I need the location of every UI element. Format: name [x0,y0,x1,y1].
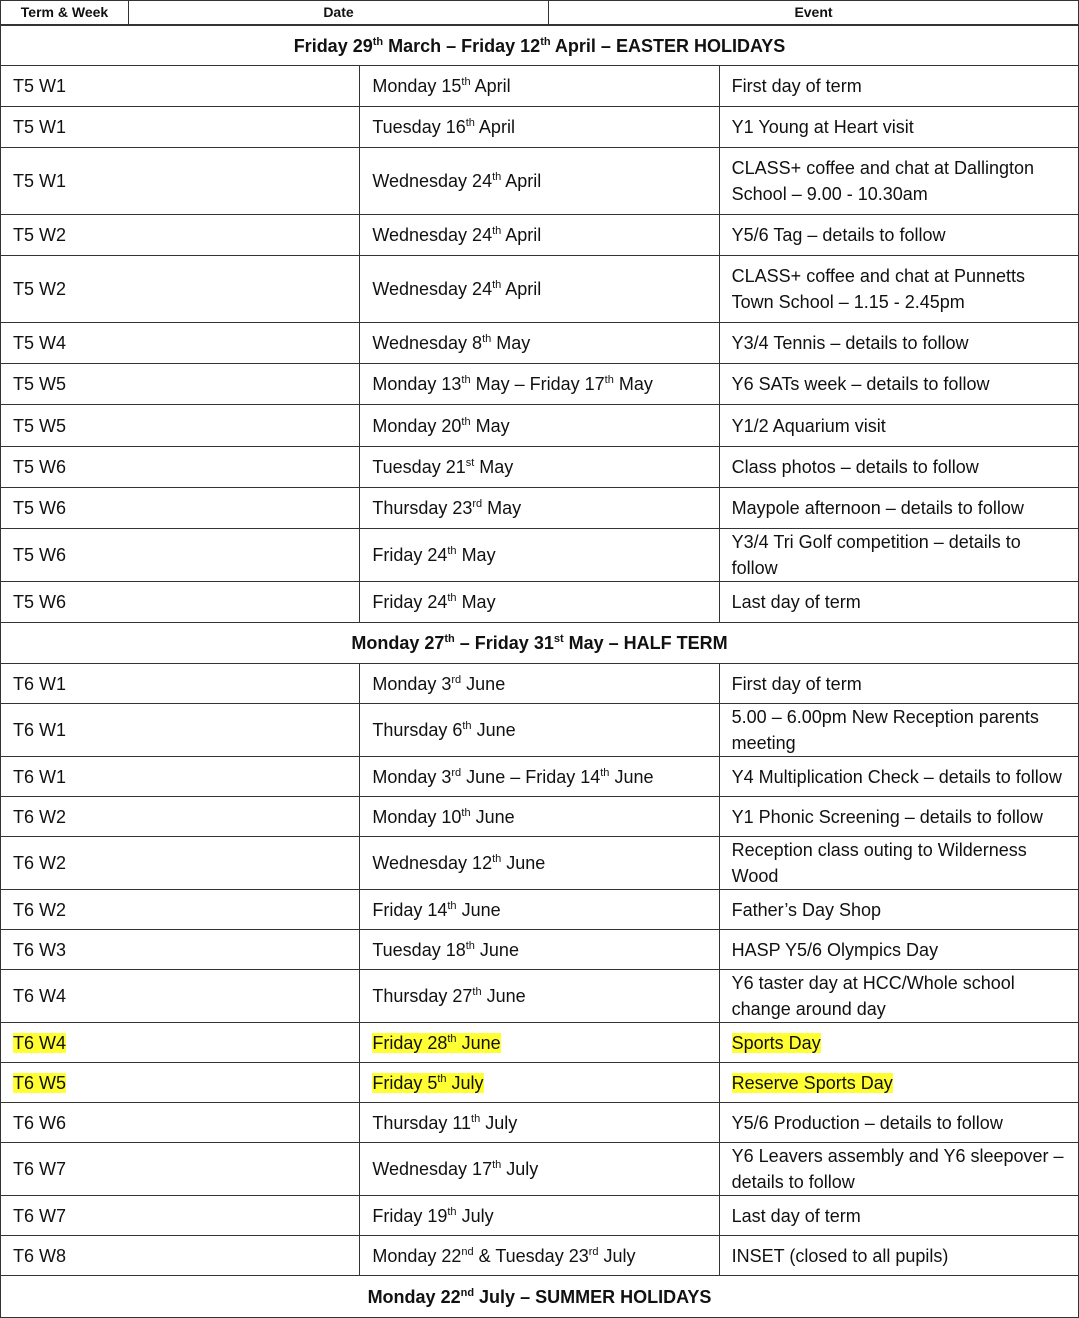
holiday-break-row [1,26,1079,66]
event-cell [719,837,1078,890]
holiday-break-label: Monday 27th – Friday 31st May – HALF TERM [1,623,1079,664]
date-cell [360,1236,719,1276]
event-cell [719,447,1078,488]
date-cell [360,664,719,704]
event-cell-text: Y6 Leavers assembly and Y6 sleepover – details to follow [731,1146,1064,1192]
term-week-cell-text: T5 W1 [13,171,67,191]
table-row [1,66,1079,107]
term-week-cell [1,664,360,704]
term-week-cell [1,215,360,256]
table-row [1,447,1079,488]
event-cell-text: 5.00 – 6.00pm New Reception parents meeting [731,707,1039,753]
date-cell-text: Friday 28th June [372,1032,501,1053]
event-cell-text: Y6 SATs week – details to follow [731,374,990,394]
column-header-table [0,0,1079,25]
date-cell-text: Monday 13th May – Friday 17th May [372,374,653,394]
date-cell-text: Wednesday 24th April [372,171,542,191]
event-cell [719,582,1078,623]
term-week-cell [1,1143,360,1196]
event-cell [719,1143,1078,1196]
event-cell-text: Y1 Phonic Screening – details to follow [731,806,1043,827]
event-cell-text: Y5/6 Tag – details to follow [731,225,946,245]
date-cell [360,529,719,582]
event-cell [719,1236,1078,1276]
event-cell-text: HASP Y5/6 Olympics Day [731,939,939,960]
event-cell [719,364,1078,405]
term-week-cell [1,704,360,757]
term-week-cell-text: T6 W3 [13,939,67,960]
term-week-cell [1,447,360,488]
date-cell-text: Monday 22nd & Tuesday 23rd July [372,1245,636,1266]
table-row [1,215,1079,256]
event-cell-text: Last day of term [731,1205,861,1226]
date-cell-text: Wednesday 8th May [372,333,531,353]
term-week-cell [1,582,360,623]
event-cell-text: CLASS+ coffee and chat at Punnetts Town School – 1.15 - 2.45pm [731,266,1026,312]
date-cell-text: Monday 15th April [372,76,511,96]
event-cell [719,529,1078,582]
table-row [1,1236,1079,1276]
term-week-cell-text: T6 W1 [13,720,67,740]
date-cell [360,488,719,529]
date-cell-text: Friday 24th May [372,545,496,565]
event-cell [719,930,1078,970]
date-cell [360,1196,719,1236]
event-cell [719,405,1078,447]
term-week-cell [1,1103,360,1143]
term-week-cell [1,488,360,529]
event-cell [719,970,1078,1023]
date-cell-text: Monday 10th June [372,806,515,827]
date-cell [360,970,719,1023]
event-cell-text: Y1/2 Aquarium visit [731,415,886,436]
term-week-cell-text: T5 W1 [13,76,67,96]
event-cell-text: Reserve Sports Day [731,1072,893,1093]
date-cell [360,256,719,323]
date-cell-text: Friday 19th July [372,1205,494,1226]
date-cell [360,582,719,623]
term-week-cell-text: T5 W6 [13,545,67,565]
date-cell [360,215,719,256]
table-row [1,797,1079,837]
event-cell [719,1063,1078,1103]
date-cell [360,930,719,970]
table-row [1,529,1079,582]
date-cell [360,797,719,837]
date-cell-text: Friday 5th July [372,1072,484,1093]
date-cell-text: Friday 14th June [372,899,501,920]
date-cell-text: Friday 24th May [372,592,496,612]
date-cell [360,107,719,148]
event-cell-text: Y3/4 Tri Golf competition – details to follow [731,532,1021,578]
date-cell-text: Thursday 27th June [372,986,526,1006]
date-cell [360,890,719,930]
table-row [1,930,1079,970]
term-week-cell [1,1023,360,1063]
event-cell [719,1196,1078,1236]
term-week-cell-text: T6 W7 [13,1205,67,1226]
term-week-cell [1,970,360,1023]
term-week-cell [1,66,360,107]
event-cell-text: Sports Day [731,1032,821,1053]
term-week-cell [1,107,360,148]
term-week-cell-text: T5 W6 [13,457,67,477]
event-cell [719,66,1078,107]
term-week-cell-text: T5 W5 [13,374,67,394]
term-week-cell [1,256,360,323]
table-row [1,364,1079,405]
event-cell [719,256,1078,323]
date-cell [360,1143,719,1196]
term-week-cell-text: T6 W2 [13,899,67,920]
event-cell [719,704,1078,757]
holiday-break-label: Monday 22nd July – SUMMER HOLIDAYS [1,1276,1079,1318]
date-cell [360,837,719,890]
date-cell-text: Wednesday 12th June [372,853,546,873]
term-week-cell-text: T6 W4 [13,986,67,1006]
term-week-cell [1,930,360,970]
term-week-cell-text: T5 W1 [13,117,67,137]
term-week-cell-text: T6 W2 [13,806,67,827]
term-week-cell [1,837,360,890]
date-cell [360,447,719,488]
event-cell [719,1103,1078,1143]
event-cell-text: Class photos – details to follow [731,457,979,477]
date-cell-text: Wednesday 24th April [372,225,542,245]
term-week-cell-text: T5 W4 [13,333,67,353]
table-row [1,970,1079,1023]
term-week-cell-text: T5 W5 [13,415,67,436]
holiday-break-row [1,1276,1079,1318]
term-week-cell [1,757,360,797]
event-cell-text: First day of term [731,76,862,96]
term-week-cell-text: T6 W7 [13,1159,67,1179]
date-cell [360,405,719,447]
table-row [1,1143,1079,1196]
term-week-cell [1,148,360,215]
event-cell [719,797,1078,837]
table-row [1,1103,1079,1143]
date-cell [360,66,719,107]
calendar-table [0,25,1079,1318]
term-week-cell-text: T6 W6 [13,1112,67,1133]
term-week-cell-text: T5 W6 [13,592,67,612]
table-row [1,757,1079,797]
date-cell-text: Wednesday 17th July [372,1159,539,1179]
table-row [1,148,1079,215]
table-row [1,488,1079,529]
event-cell [719,890,1078,930]
term-week-cell [1,364,360,405]
event-cell-text: Y1 Young at Heart visit [731,117,914,137]
term-week-cell-text: T6 W1 [13,673,67,694]
date-cell [360,323,719,364]
term-week-cell [1,1236,360,1276]
event-cell-text: Y3/4 Tennis – details to follow [731,333,969,353]
header-term-week: Term & Week [1,1,129,25]
term-week-cell [1,529,360,582]
date-cell-text: Thursday 6th June [372,720,516,740]
term-week-cell [1,405,360,447]
event-cell [719,215,1078,256]
date-cell [360,704,719,757]
event-cell-text: Y4 Multiplication Check – details to follow [731,766,1062,787]
table-row [1,582,1079,623]
date-cell [360,148,719,215]
event-cell [719,148,1078,215]
event-cell [719,757,1078,797]
table-row [1,837,1079,890]
term-week-cell-text: T5 W2 [13,225,67,245]
table-row [1,704,1079,757]
date-cell-text: Thursday 23rd May [372,498,522,518]
date-cell-text: Thursday 11th July [372,1112,518,1133]
term-week-cell-text: T6 W2 [13,853,67,873]
term-week-cell [1,1196,360,1236]
term-week-cell-text: T6 W8 [13,1245,67,1266]
date-cell-text: Monday 3rd June [372,673,506,694]
header-event: Event [549,1,1079,25]
date-cell [360,757,719,797]
event-cell [719,107,1078,148]
table-row [1,890,1079,930]
table-row [1,256,1079,323]
event-cell-text: Last day of term [731,592,861,612]
table-row [1,323,1079,364]
event-cell-text: Y6 taster day at HCC/Whole school change around day [731,973,1015,1019]
event-cell-text: Maypole afternoon – details to follow [731,498,1024,518]
date-cell-text: Tuesday 16th April [372,117,515,137]
event-cell-text: First day of term [731,673,862,694]
term-week-cell-text: T6 W5 [13,1072,67,1093]
date-cell-text: Monday 3rd June – Friday 14th June [372,766,654,787]
term-week-cell [1,323,360,364]
table-row [1,405,1079,447]
event-cell-text: CLASS+ coffee and chat at Dallington School – 9.00 - 10.30am [731,158,1035,204]
date-cell-text: Tuesday 18th June [372,939,519,960]
holiday-break-label: Friday 29th March – Friday 12th April – EASTER HOLIDAYS [1,26,1079,66]
term-week-cell [1,890,360,930]
event-cell-text: Father’s Day Shop [731,899,882,920]
table-row [1,107,1079,148]
term-week-cell [1,1063,360,1103]
term-week-cell [1,797,360,837]
table-row [1,664,1079,704]
table-row [1,1023,1079,1063]
holiday-break-row [1,623,1079,664]
term-week-cell-text: T6 W4 [13,1032,67,1053]
date-cell [360,364,719,405]
date-cell-text: Tuesday 21st May [372,457,514,477]
date-cell-text: Monday 20th May [372,415,510,436]
event-cell-text: Y5/6 Production – details to follow [731,1112,1003,1133]
table-row [1,1063,1079,1103]
event-cell-text: INSET (closed to all pupils) [731,1245,949,1266]
date-cell-text: Wednesday 24th April [372,279,542,299]
date-cell [360,1063,719,1103]
header-date: Date [129,1,549,25]
event-cell [719,488,1078,529]
term-week-cell-text: T5 W2 [13,279,67,299]
event-cell-text: Reception class outing to Wilderness Wood [731,840,1027,886]
date-cell [360,1103,719,1143]
event-cell [719,1023,1078,1063]
term-week-cell-text: T6 W1 [13,766,67,787]
date-cell [360,1023,719,1063]
term-week-cell-text: T5 W6 [13,498,67,518]
table-row [1,1196,1079,1236]
event-cell [719,323,1078,364]
event-cell [719,664,1078,704]
